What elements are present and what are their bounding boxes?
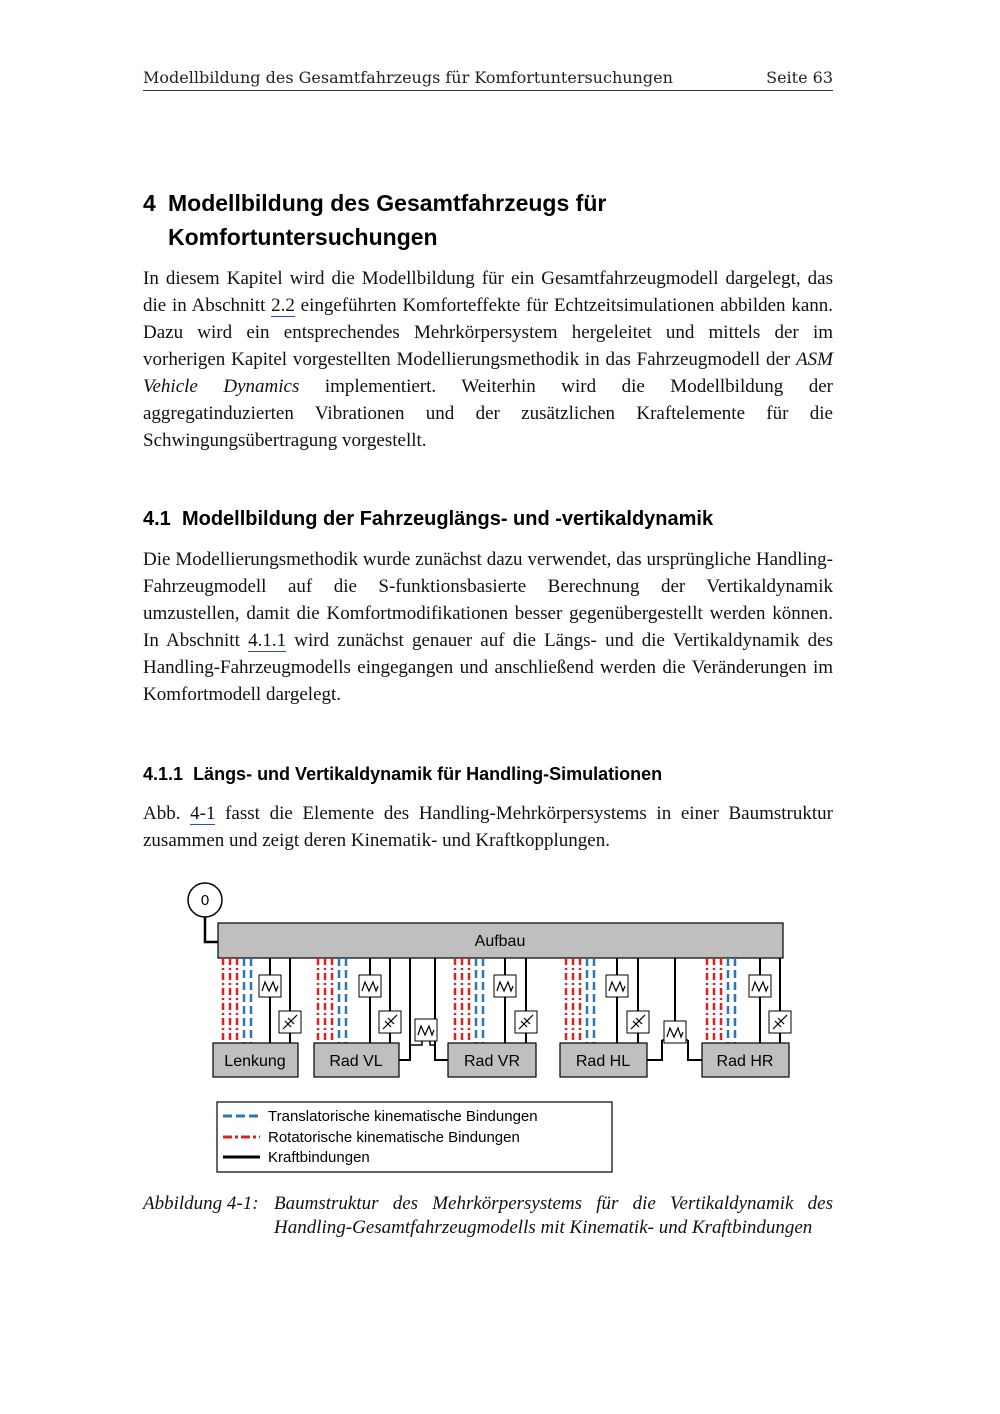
aufbau-block [218, 923, 783, 958]
legend-force: Kraftbindungen [268, 1149, 370, 1166]
root-label: 0 [200, 892, 210, 909]
ref-section-4-1-1[interactable]: 4.1.1 [248, 630, 287, 651]
legend-rotational: Rotatorische kinematische Bindungen [268, 1129, 520, 1146]
root-connection [205, 917, 218, 942]
caption-text: Baumstruktur des Mehrkörpersystems für die Vertikaldynamik des Handling-Gesamtfahrzeugmodells mit Kinematik- und Kraftbindungen [274, 1193, 833, 1238]
node-rad-hr: Rad HR [716, 1053, 774, 1070]
chapter-title: Modellbildung des Gesamtfahrzeugs für Komfortuntersuchungen [168, 190, 607, 250]
node-rad-vl: Rad VL [329, 1053, 383, 1070]
chapter-heading [143, 186, 833, 254]
section-heading-4-1-1 [143, 764, 662, 785]
figure-4-1 [180, 880, 800, 1180]
intro-paragraph [143, 265, 833, 454]
section-title: Modellbildung der Fahrzeuglängs- und -vertikaldynamik [181, 508, 714, 530]
node-lenkung: Lenkung [224, 1053, 286, 1070]
stabilizer-rear [647, 958, 702, 1060]
figure-legend [217, 1102, 612, 1172]
intro-italic: ASM Vehicle Dynamics [143, 349, 833, 397]
section-heading-4-1 [143, 508, 713, 531]
intro-text-1: In diesem Kapitel wird die Modellbildung für ein Gesamtfahrzeugmodell dargelegt, das die in Abschnitt [143, 268, 833, 316]
intro-text-3: implementiert. Weiterhin wird die Modellbildung der aggregatinduzierten Vibrationen und der zusätzlichen Kraftelemente für die Schwingungsübertragung vorgestellt. [143, 376, 833, 451]
ref-section-2-2[interactable]: 2.2 [271, 295, 295, 316]
chapter-number: 4 [143, 190, 156, 216]
node-rad-vr: Rad VR [463, 1053, 521, 1070]
group-rad-vr [448, 958, 537, 1077]
subsection-title: Längs- und Vertikaldynamik für Handling-Simulationen [193, 764, 663, 784]
aufbau-label: Aufbau [474, 933, 526, 950]
group-rad-vl [314, 958, 401, 1077]
page-number: Seite 63 [766, 68, 833, 87]
legend-translational: Translatorische kinematische Bindungen [268, 1108, 538, 1125]
intro-text-2: eingeführten Komforteffekte für Echtzeitsimulationen abbilden kann. Dazu wird ein entsprechendes Mehrkörpersystem hergeleitet und mittels der im vorherigen Kapitel vorgestellten Modellierungsmethodik in das Fahrzeugmodell der [143, 295, 833, 370]
group-rad-hr [702, 958, 791, 1077]
caption-label: Abbildung 4-1: [143, 1193, 259, 1214]
section-4-1-paragraph [143, 546, 833, 708]
ref-figure-4-1[interactable]: 4-1 [190, 803, 216, 824]
sec411-text-1: Abb. [143, 803, 191, 824]
running-header [143, 66, 833, 91]
section-number: 4.1 [143, 508, 171, 530]
node-rad-hl: Rad HL [575, 1053, 631, 1070]
group-lenkung [213, 958, 301, 1077]
subsection-number: 4.1.1 [143, 764, 184, 784]
header-title: Modellbildung des Gesamtfahrzeugs für Komfortuntersuchungen [143, 68, 673, 87]
root-node [188, 883, 222, 917]
stabilizer-front [399, 958, 448, 1060]
section-4-1-1-paragraph [143, 800, 833, 854]
sec411-text-2: fasst die Elemente des Handling-Mehrkörpersystems in einer Baumstruktur zusammen und zeigt deren Kinematik- und Kraftkopplungen. [143, 803, 833, 851]
figure-caption [143, 1192, 833, 1240]
sec41-text-2: wird zunächst genauer auf die Längs- und die Vertikaldynamik des Handling-Fahrzeugmodells eingegangen und anschließend werden die Veränderungen im Komfortmodell dargelegt. [143, 630, 833, 705]
group-rad-hl [560, 958, 649, 1077]
sec41-text-1: Die Modellierungsmethodik wurde zunächst dazu verwendet, das ursprüngliche Handling-Fahrzeugmodell auf die S-funktionsbasierte Berechnung der Vertikaldynamik umzustellen, damit die Komfortmodifikationen besser gegenübergestellt werden können. In Abschnitt [143, 549, 833, 651]
